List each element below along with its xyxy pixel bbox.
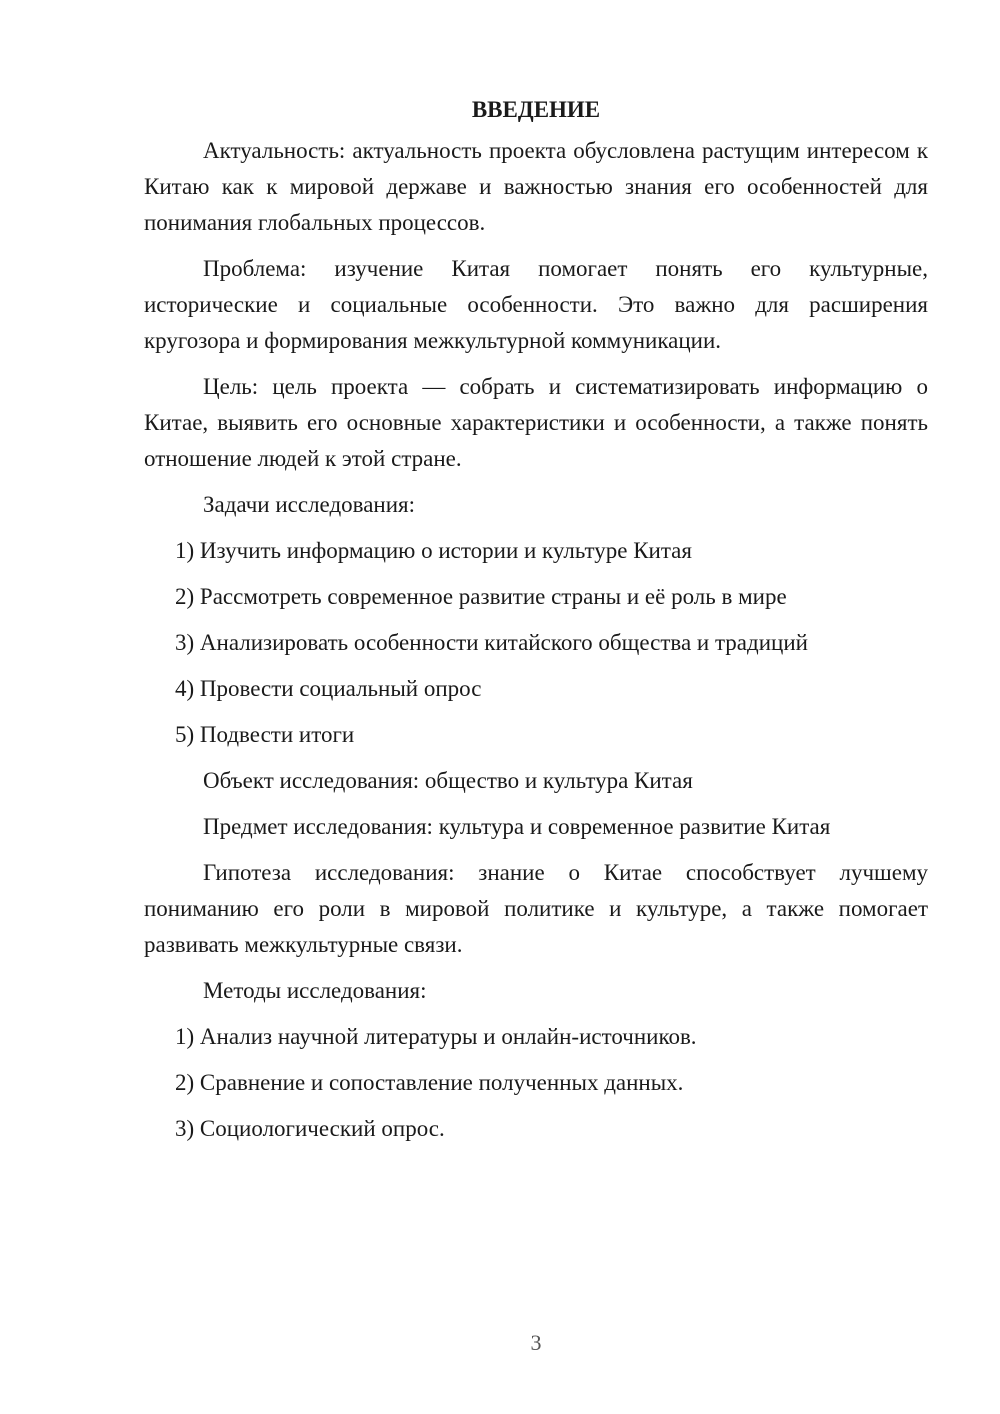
relevance-paragraph: Актуальность: актуальность проекта обусловлена растущим интересом к Китаю как к мировой державе и важностью знания его особенностей для понимания глобальных процессов. — [144, 138, 928, 235]
task-item: 4) Провести социальный опрос — [175, 676, 482, 701]
research-subject: Предмет исследования: культура и современное развитие Китая — [203, 814, 831, 839]
research-object: Объект исследования: общество и культура Китая — [203, 768, 693, 793]
task-item: 3) Анализировать особенности китайского общества и традиций — [175, 630, 808, 655]
method-item: 1) Анализ научной литературы и онлайн-источников. — [175, 1024, 697, 1049]
task-item: 1) Изучить информацию о истории и культуре Китая — [175, 538, 692, 563]
hypothesis-paragraph: Гипотеза исследования: знание о Китае способствует лучшему пониманию его роли в мировой политике и культуре, а также помогает развивать межкультурные связи. — [144, 860, 928, 957]
task-item: 2) Рассмотреть современное развитие страны и её роль в мире — [175, 584, 787, 609]
method-item: 3) Социологический опрос. — [175, 1116, 445, 1141]
task-item: 5) Подвести итоги — [175, 722, 355, 747]
method-item: 2) Сравнение и сопоставление полученных данных. — [175, 1070, 684, 1095]
page-number: 3 — [530, 1330, 542, 1355]
goal-paragraph: Цель: цель проекта — собрать и систематизировать информацию о Китае, выявить его основные характеристики и особенности, а также понять отношение людей к этой стране. — [144, 374, 928, 471]
document-page — [144, 92, 928, 1157]
methods-heading: Методы исследования: — [203, 978, 427, 1003]
section-title: ВВЕДЕНИЕ — [471, 97, 601, 122]
problem-paragraph: Проблема: изучение Китая помогает понять его культурные, исторические и социальные особенности. Это важно для расширения кругозора и формирования межкультурной коммуникации. — [144, 256, 928, 353]
tasks-heading: Задачи исследования: — [203, 492, 416, 517]
